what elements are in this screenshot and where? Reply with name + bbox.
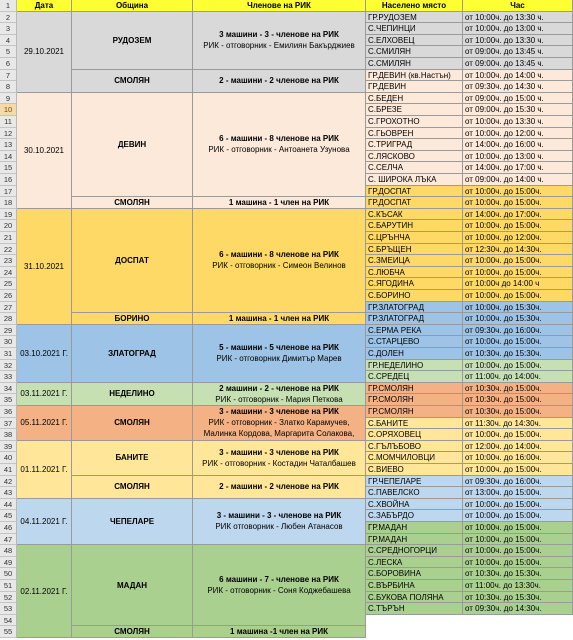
date-text: 04.11.2021 Г. bbox=[20, 516, 68, 526]
time-cell[interactable]: от 10:00ч. до 13:30 ч. bbox=[463, 12, 573, 24]
municipality-name: ЧЕПЕЛАРЕ bbox=[109, 516, 155, 526]
date-text: 31.10.2021 bbox=[23, 261, 65, 271]
time-cell[interactable]: от 10:00ч. до 15:00ч. bbox=[463, 534, 573, 546]
time-cell[interactable]: от 10:30ч. до 15:00ч. bbox=[463, 394, 573, 406]
municipality-name: НЕДЕЛИНО bbox=[109, 389, 155, 399]
time-cell[interactable]: от 11:00ч. до 14:00ч. bbox=[463, 371, 573, 383]
row-header-51[interactable]: 51 bbox=[0, 580, 17, 592]
place-cell[interactable]: ГР.ДОСПАТ bbox=[366, 197, 463, 209]
municipality-cell[interactable] bbox=[72, 545, 193, 626]
place-cell[interactable]: ГР.НЕДЕЛИНО bbox=[366, 360, 463, 372]
date-cell[interactable] bbox=[17, 383, 72, 406]
row-header-20[interactable]: 20 bbox=[0, 220, 17, 232]
members-line: РИК - отговорник - Мария Петкова bbox=[215, 394, 343, 404]
members-line: РИК отговорник - Любен Атанасов bbox=[215, 522, 343, 532]
time-cell[interactable]: от 10:00ч. до 15:30ч. bbox=[463, 302, 573, 314]
row-header-11[interactable]: 11 bbox=[0, 116, 17, 128]
time-cell[interactable]: от 10:00ч. до 15:00ч. bbox=[463, 429, 573, 441]
row-header-32[interactable]: 32 bbox=[0, 360, 17, 372]
place-cell[interactable]: С.ЯГОДИНА bbox=[366, 278, 463, 290]
municipality-cell[interactable] bbox=[72, 476, 193, 499]
place-cell[interactable]: С.ЛЯСКОВО bbox=[366, 151, 463, 163]
row-header-46[interactable]: 46 bbox=[0, 522, 17, 534]
municipality-name: ДОСПАТ bbox=[115, 255, 149, 265]
row-header-36[interactable]: 36 bbox=[0, 406, 17, 418]
row-header-44[interactable]: 44 bbox=[0, 499, 17, 511]
time-cell[interactable]: от 10:30ч. до 15:00ч. bbox=[463, 406, 573, 418]
row-header-6[interactable]: 6 bbox=[0, 58, 17, 70]
municipality-cell[interactable] bbox=[72, 12, 193, 70]
time-cell[interactable]: от 12:30ч. до 14:30ч. bbox=[463, 244, 573, 256]
row-header-16[interactable]: 16 bbox=[0, 174, 17, 186]
date-text: 03.11.2021 Г. bbox=[20, 389, 68, 399]
row-header-50[interactable]: 50 bbox=[0, 568, 17, 580]
row-header-41[interactable]: 41 bbox=[0, 464, 17, 476]
municipality-name: СМОЛЯН bbox=[114, 197, 150, 207]
members-line: 3 - машини - 3 - членове на РИК bbox=[216, 511, 342, 521]
place-cell[interactable]: С.ЕРМА РЕКА bbox=[366, 325, 463, 337]
place-cell[interactable]: С.СМИЛЯН bbox=[366, 58, 463, 70]
municipality-cell[interactable] bbox=[72, 70, 193, 93]
place-cell[interactable]: С.ХВОЙНА bbox=[366, 499, 463, 511]
place-cell[interactable]: С.СМИЛЯН bbox=[366, 46, 463, 58]
time-cell[interactable]: от 10:00ч. до 15:00ч. bbox=[463, 220, 573, 232]
members-line: 1 машина -1 член на РИК bbox=[230, 627, 328, 637]
place-cell[interactable]: С.ОРЯХОВЕЦ bbox=[366, 429, 463, 441]
municipality-cell[interactable] bbox=[72, 499, 193, 545]
date-cell[interactable] bbox=[17, 545, 72, 638]
time-cell[interactable]: от 10:00ч. до 15:30ч. bbox=[463, 313, 573, 325]
row-header-33[interactable]: 33 bbox=[0, 371, 17, 383]
time-cell[interactable]: от 10:30ч. до 15:00ч. bbox=[463, 383, 573, 395]
row-header-53[interactable]: 53 bbox=[0, 603, 17, 615]
place-cell[interactable]: С.БЕДЕН bbox=[366, 93, 463, 105]
place-cell[interactable]: С.ЗМЕИЦА bbox=[366, 255, 463, 267]
municipality-name: СМОЛЯН bbox=[114, 76, 150, 86]
time-cell[interactable]: от 09:00ч. до 15:30 ч. bbox=[463, 104, 573, 116]
time-cell[interactable]: от 10:00ч. до 15:00ч. bbox=[463, 464, 573, 476]
place-cell[interactable]: ГР.ЧЕПЕЛАРЕ bbox=[366, 476, 463, 488]
place-cell[interactable]: ГР.МАДАН bbox=[366, 522, 463, 534]
members-cell[interactable] bbox=[193, 313, 366, 325]
date-cell[interactable] bbox=[17, 325, 72, 383]
time-cell[interactable]: от 10:00ч. до 13:00 ч. bbox=[463, 23, 573, 35]
time-cell[interactable]: от 09:30ч. до 16:00ч. bbox=[463, 325, 573, 337]
row-header-23[interactable]: 23 bbox=[0, 255, 17, 267]
place-cell[interactable]: ГР.МАДАН bbox=[366, 534, 463, 546]
time-cell[interactable]: от 10:00ч. до 15:00ч. bbox=[463, 186, 573, 198]
column-header-1[interactable]: Дата bbox=[17, 0, 72, 12]
place-cell[interactable]: С.БОРОВИНА bbox=[366, 568, 463, 580]
members-cell[interactable] bbox=[193, 325, 366, 383]
municipality-name: СМОЛЯН bbox=[114, 627, 150, 637]
row-header-12[interactable]: 12 bbox=[0, 128, 17, 140]
date-text: 05.11.2021 Г. bbox=[20, 418, 68, 428]
members-line: РИК - отговорник - Соня Коджебашева bbox=[207, 586, 351, 596]
row-header-5[interactable]: 5 bbox=[0, 46, 17, 58]
members-line: РИК - отговорник - Емилиян Бакърджиев bbox=[203, 41, 355, 51]
row-header-29[interactable]: 29 bbox=[0, 325, 17, 337]
members-cell[interactable] bbox=[193, 70, 366, 93]
place-cell[interactable]: С.ТРИГРАД bbox=[366, 139, 463, 151]
row-header-10[interactable]: 10 bbox=[0, 104, 17, 116]
row-header-48[interactable]: 48 bbox=[0, 545, 17, 557]
members-line: 1 машина - 1 член на РИК bbox=[228, 313, 330, 323]
time-cell[interactable]: от 09:00ч. до 15:00 ч. bbox=[463, 93, 573, 105]
time-cell[interactable]: от 09:00ч. до 13:45 ч. bbox=[463, 46, 573, 58]
place-cell[interactable]: С.ВИЕВО bbox=[366, 464, 463, 476]
time-cell[interactable]: от 10:00ч. до 15:00ч. bbox=[463, 336, 573, 348]
time-cell[interactable]: от 10:00ч. до 15:00ч. bbox=[463, 499, 573, 511]
row-header-21[interactable]: 21 bbox=[0, 232, 17, 244]
place-cell[interactable]: С.ЧЕПИНЦИ bbox=[366, 23, 463, 35]
members-cell[interactable] bbox=[193, 626, 366, 638]
place-cell[interactable]: С.СРЕДЕЦ bbox=[366, 371, 463, 383]
place-cell[interactable]: С.ГРОХОТНО bbox=[366, 116, 463, 128]
place-cell[interactable]: С.БРЪЩЕН bbox=[366, 244, 463, 256]
date-cell[interactable] bbox=[17, 93, 72, 209]
row-header-34[interactable]: 34 bbox=[0, 383, 17, 395]
time-cell[interactable]: от 10:00ч. до 12:00 ч. bbox=[463, 128, 573, 140]
row-header-35[interactable]: 35 bbox=[0, 394, 17, 406]
time-cell[interactable]: от 14:00ч. до 16:00 ч. bbox=[463, 139, 573, 151]
members-cell[interactable] bbox=[193, 383, 366, 406]
time-cell[interactable]: от 10:30ч. до 15:30ч. bbox=[463, 348, 573, 360]
time-cell[interactable]: от 10:00ч. до 15:00ч. bbox=[463, 197, 573, 209]
time-cell[interactable]: от 10:00ч. до 15:00ч. bbox=[463, 522, 573, 534]
row-header-55[interactable]: 55 bbox=[0, 626, 17, 638]
members-cell[interactable] bbox=[193, 406, 366, 441]
municipality-cell[interactable] bbox=[72, 406, 193, 441]
members-line: 6 машини - 7 - членове на РИК bbox=[219, 575, 339, 585]
members-line: 3 - машини - 3 членове на РИК bbox=[219, 447, 339, 457]
column-header-3[interactable]: Членове на РИК bbox=[193, 0, 366, 12]
members-line: 5 - машини - 5 членове на РИК bbox=[219, 343, 339, 353]
members-cell[interactable] bbox=[193, 93, 366, 197]
place-cell[interactable]: ГР.ДЕВИН bbox=[366, 81, 463, 93]
place-cell[interactable]: С.БУКОВА ПОЛЯНА bbox=[366, 592, 463, 604]
municipality-name: ЗЛАТОГРАД bbox=[108, 348, 156, 358]
members-line: 3 машини - 3 - членове на РИК bbox=[219, 30, 339, 40]
municipality-cell[interactable] bbox=[72, 93, 193, 197]
row-header-4[interactable]: 4 bbox=[0, 35, 17, 47]
place-cell[interactable]: ГР.РУДОЗЕМ bbox=[366, 12, 463, 24]
municipality-cell[interactable] bbox=[72, 197, 193, 209]
row-header-13[interactable]: 13 bbox=[0, 139, 17, 151]
municipality-cell[interactable] bbox=[72, 325, 193, 383]
date-cell[interactable] bbox=[17, 499, 72, 545]
row-header-43[interactable]: 43 bbox=[0, 487, 17, 499]
municipality-cell[interactable] bbox=[72, 626, 193, 638]
municipality-name: ДЕВИН bbox=[117, 139, 147, 149]
members-line: РИК - отговорник Димитър Марев bbox=[216, 354, 342, 364]
members-cell[interactable] bbox=[193, 545, 366, 626]
row-header-49[interactable]: 49 bbox=[0, 557, 17, 569]
place-cell[interactable]: С.ДОЛЕН bbox=[366, 348, 463, 360]
members-line: РИК - отговорник - Костадин Чаталбашев bbox=[202, 458, 356, 468]
time-cell[interactable]: от 14:00ч. до 17:00 ч. bbox=[463, 162, 573, 174]
row-header-15[interactable]: 15 bbox=[0, 162, 17, 174]
time-cell[interactable]: от 09:30ч. до 16:00ч. bbox=[463, 476, 573, 488]
time-cell[interactable]: от 09:00ч. до 14:00 ч. bbox=[463, 174, 573, 186]
time-cell[interactable]: от 10:00ч. до 12:00ч. bbox=[463, 232, 573, 244]
municipality-name: БАНИТЕ bbox=[115, 453, 149, 463]
municipality-cell[interactable] bbox=[72, 383, 193, 406]
date-text: 29.10.2021 bbox=[23, 47, 65, 57]
row-header-24[interactable]: 24 bbox=[0, 267, 17, 279]
time-cell[interactable]: от 10:00ч. до 15:00ч. bbox=[463, 267, 573, 279]
members-cell[interactable] bbox=[193, 209, 366, 313]
row-header-54[interactable]: 54 bbox=[0, 615, 17, 627]
time-cell[interactable]: от 10:00ч. до 15:00ч. bbox=[463, 545, 573, 557]
members-line: 1 машина - 1 член на РИК bbox=[228, 197, 330, 207]
time-cell[interactable]: от 13:00ч. до 15:00ч. bbox=[463, 487, 573, 499]
time-cell[interactable]: от 09:30ч. до 14:30ч. bbox=[463, 603, 573, 615]
members-cell[interactable] bbox=[193, 441, 366, 476]
date-text: 03.10.2021 Г. bbox=[20, 348, 68, 358]
place-cell[interactable]: ГР.СМОЛЯН bbox=[366, 394, 463, 406]
place-cell[interactable]: С.МОМЧИЛОВЦИ bbox=[366, 452, 463, 464]
time-cell[interactable]: от 10:00ч. до 15:00ч. bbox=[463, 255, 573, 267]
row-header-9[interactable]: 9 bbox=[0, 93, 17, 105]
time-cell[interactable]: от 10:00ч. до 13:30 ч. bbox=[463, 116, 573, 128]
row-header-45[interactable]: 45 bbox=[0, 510, 17, 522]
place-cell[interactable]: ГР.ЗЛАТОГРАД bbox=[366, 302, 463, 314]
place-cell[interactable]: С.ЛЮБЧА bbox=[366, 267, 463, 279]
time-cell[interactable]: от 10:00ч. до 15:00ч. bbox=[463, 290, 573, 302]
time-cell[interactable]: от 14:00ч. до 17:00ч. bbox=[463, 209, 573, 221]
time-cell[interactable]: от 10:00ч. до 16:00ч. bbox=[463, 452, 573, 464]
members-line: Малинка Кордова, Маргарита Солакова, bbox=[203, 429, 355, 439]
time-cell[interactable]: от 10:00ч. до 15:00ч. bbox=[463, 360, 573, 372]
place-cell[interactable]: С.СТАРЦЕВО bbox=[366, 336, 463, 348]
time-cell[interactable]: от 10:30ч. до 15:30ч. bbox=[463, 592, 573, 604]
time-cell[interactable]: от 10:30ч. до 15:30ч. bbox=[463, 568, 573, 580]
time-cell[interactable]: от 11:00ч. до 13:30ч. bbox=[463, 580, 573, 592]
time-cell[interactable]: от 09:00ч. до 13:45 ч. bbox=[463, 58, 573, 70]
time-cell[interactable]: от 10:00ч. до 13:30 ч. bbox=[463, 35, 573, 47]
date-text: 01.11.2021 Г. bbox=[20, 464, 68, 474]
place-cell[interactable]: ГР.СМОЛЯН bbox=[366, 383, 463, 395]
time-cell[interactable]: от 12:00ч. до 14:00ч. bbox=[463, 441, 573, 453]
row-header-2[interactable]: 2 bbox=[0, 12, 17, 24]
members-line: 6 - машини - 8 членове на РИК bbox=[219, 134, 339, 144]
municipality-cell[interactable] bbox=[72, 313, 193, 325]
members-line: 2 - машини - 2 членове на РИК bbox=[219, 76, 339, 86]
date-cell[interactable] bbox=[17, 209, 72, 325]
row-header-40[interactable]: 40 bbox=[0, 452, 17, 464]
row-header-47[interactable]: 47 bbox=[0, 534, 17, 546]
time-cell[interactable]: от 10:00ч. до 13:00 ч. bbox=[463, 151, 573, 163]
row-header-38[interactable]: 38 bbox=[0, 429, 17, 441]
municipality-name: СМОЛЯН bbox=[114, 482, 150, 492]
place-cell[interactable]: С.БАРУТИН bbox=[366, 220, 463, 232]
date-cell[interactable] bbox=[17, 441, 72, 499]
time-cell[interactable]: от 09:30ч. до 14:30 ч. bbox=[463, 81, 573, 93]
row-header-3[interactable]: 3 bbox=[0, 23, 17, 35]
row-header-17[interactable]: 17 bbox=[0, 186, 17, 198]
members-line: 2 машини - 2 - членове на РИК bbox=[219, 383, 339, 393]
municipality-cell[interactable] bbox=[72, 441, 193, 476]
row-header-19[interactable]: 19 bbox=[0, 209, 17, 221]
municipality-cell[interactable] bbox=[72, 209, 193, 313]
row-header-18[interactable]: 18 bbox=[0, 197, 17, 209]
place-cell[interactable]: С.ЦРЪНЧА bbox=[366, 232, 463, 244]
row-header-27[interactable]: 27 bbox=[0, 302, 17, 314]
place-cell[interactable]: С.ЗАБЪРДО bbox=[366, 510, 463, 522]
row-header-7[interactable]: 7 bbox=[0, 70, 17, 82]
row-header-22[interactable]: 22 bbox=[0, 244, 17, 256]
place-cell[interactable]: ГР.СМОЛЯН bbox=[366, 406, 463, 418]
place-cell[interactable]: С.КЪСАК bbox=[366, 209, 463, 221]
place-cell[interactable]: ГР.ЗЛАТОГРАД bbox=[366, 313, 463, 325]
place-cell[interactable]: С.ЕЛХОВЕЦ bbox=[366, 35, 463, 47]
place-cell[interactable]: С.ЛЕСКА bbox=[366, 557, 463, 569]
place-cell[interactable]: С.ПАВЕЛСКО bbox=[366, 487, 463, 499]
row-header-31[interactable]: 31 bbox=[0, 348, 17, 360]
column-header-4[interactable]: Населено място bbox=[366, 0, 463, 12]
row-header-42[interactable]: 42 bbox=[0, 476, 17, 488]
row-header-1[interactable]: 1 bbox=[0, 0, 17, 12]
members-line: 2 - машини - 2 членове на РИК bbox=[219, 482, 339, 492]
time-cell[interactable]: от 11:30ч. до 14:30ч. bbox=[463, 418, 573, 430]
municipality-name: МАДАН bbox=[117, 580, 147, 590]
date-cell[interactable] bbox=[17, 12, 72, 93]
municipality-name: РУДОЗЕМ bbox=[112, 35, 152, 45]
column-header-5[interactable]: Час bbox=[463, 0, 573, 12]
time-cell[interactable]: от 10:00ч. до 15:00ч. bbox=[463, 510, 573, 522]
time-cell[interactable]: от 10:00ч. до 14:00 ч. bbox=[463, 70, 573, 82]
place-cell[interactable]: ГР.ДОСПАТ bbox=[366, 186, 463, 198]
members-cell[interactable] bbox=[193, 12, 366, 70]
place-cell[interactable]: С.БРЕЗЕ bbox=[366, 104, 463, 116]
row-header-37[interactable]: 37 bbox=[0, 418, 17, 430]
date-cell[interactable] bbox=[17, 406, 72, 441]
place-cell[interactable]: С.БАНИТЕ bbox=[366, 418, 463, 430]
members-line: 3 - машини - 3 членове на РИК bbox=[219, 407, 339, 417]
members-line: РИК - отговорник - Антоанета Узунова bbox=[208, 145, 350, 155]
row-header-14[interactable]: 14 bbox=[0, 151, 17, 163]
place-cell[interactable]: ГР.ДЕВИН (кв.Настън) bbox=[366, 70, 463, 82]
municipality-name: СМОЛЯН bbox=[114, 418, 150, 428]
place-cell[interactable]: С.ВЪРБИНА bbox=[366, 580, 463, 592]
place-cell[interactable]: С.ГЬОВРЕН bbox=[366, 128, 463, 140]
place-cell[interactable]: С.СРЕДНОГОРЦИ bbox=[366, 545, 463, 557]
row-header-25[interactable]: 25 bbox=[0, 278, 17, 290]
row-header-8[interactable]: 8 bbox=[0, 81, 17, 93]
members-line: 6 - машини - 8 членове на РИК bbox=[219, 250, 339, 260]
members-line: РИК - отговорник - Симеон Велинов bbox=[212, 261, 346, 271]
row-header-52[interactable]: 52 bbox=[0, 592, 17, 604]
members-cell[interactable] bbox=[193, 197, 366, 209]
row-header-28[interactable]: 28 bbox=[0, 313, 17, 325]
time-cell[interactable]: от 10:00ч. до 15:00ч. bbox=[463, 557, 573, 569]
municipality-name: БОРИНО bbox=[114, 313, 150, 323]
row-header-26[interactable]: 26 bbox=[0, 290, 17, 302]
place-cell[interactable]: С.ТЪРЪН bbox=[366, 603, 463, 615]
members-cell[interactable] bbox=[193, 499, 366, 545]
time-cell[interactable]: от 10:00ч до 14:00 ч bbox=[463, 278, 573, 290]
place-cell[interactable]: С.ГЪЛЪБОВО bbox=[366, 441, 463, 453]
date-text: 30.10.2021 bbox=[23, 145, 65, 155]
members-line: РИК - отговорник - Златко Карамучев, bbox=[208, 418, 350, 428]
date-text: 02.11.2021 Г. bbox=[20, 586, 68, 596]
place-cell[interactable]: С.БОРИНО bbox=[366, 290, 463, 302]
place-cell[interactable]: С. ШИРОКА ЛЪКА bbox=[366, 174, 463, 186]
row-header-39[interactable]: 39 bbox=[0, 441, 17, 453]
row-header-30[interactable]: 30 bbox=[0, 336, 17, 348]
members-cell[interactable] bbox=[193, 476, 366, 499]
column-header-2[interactable]: Община bbox=[72, 0, 193, 12]
place-cell[interactable]: С.СЕЛЧА bbox=[366, 162, 463, 174]
